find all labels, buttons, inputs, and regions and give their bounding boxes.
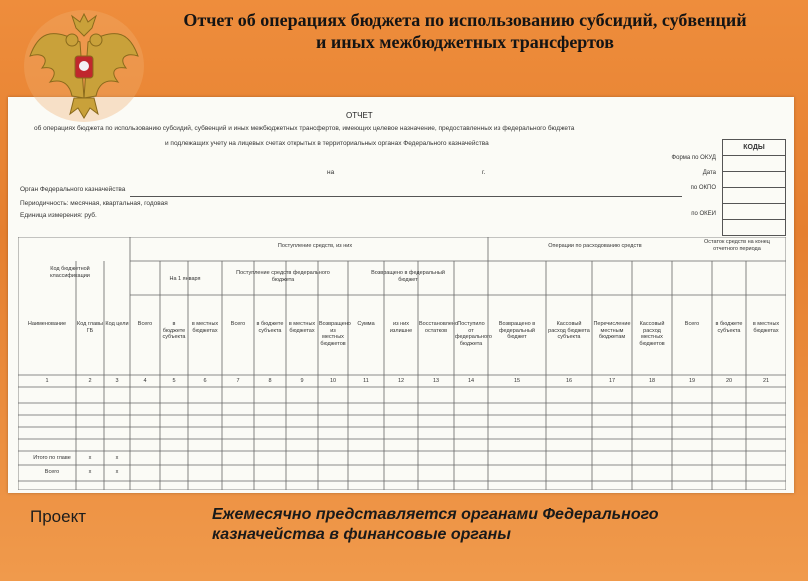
column-header: Возвращено из местных бюджетов xyxy=(319,321,351,347)
note-line-2: казначейства в финансовые органы xyxy=(212,526,511,543)
column-number: 7 xyxy=(236,378,240,384)
hdr-returned-federal: Возвращено в федеральный бюджет xyxy=(371,270,445,283)
total-row-label: Всего xyxy=(44,469,60,475)
form-subtitle-2: и подлежащих учету на лицевых счетах открытых в территориальных органах Федерального казначейства xyxy=(165,140,489,147)
form-subtitle-1: об операциях бюджета по использованию субсидий, субвенций и иных межбюджетных трансфертов, имеющих целевое назначение, предоставленных из федерального бюджета xyxy=(34,125,575,132)
column-header: Перечисление местным бюджетам xyxy=(593,321,631,340)
column-number: 4 xyxy=(143,378,147,384)
codes-cell xyxy=(722,220,786,236)
hdr-start-balance: На 1 января xyxy=(169,276,201,282)
periodicity-label: Периодичность: месячная, квартальная, годовая xyxy=(20,200,168,207)
column-header: Наименование xyxy=(27,321,67,327)
date-suffix: г. xyxy=(482,169,486,176)
column-number: 21 xyxy=(762,378,770,384)
column-header: Всего xyxy=(230,321,246,327)
column-header: Восстановлено остатков xyxy=(419,321,458,334)
title-line-2: и иных межбюджетных трансфертов xyxy=(316,32,614,52)
column-number: 8 xyxy=(268,378,272,384)
column-number: 10 xyxy=(329,378,337,384)
column-header: Возвращено в федеральный бюджет xyxy=(498,321,536,340)
column-header: Сумма xyxy=(357,321,375,327)
column-number: 1 xyxy=(45,378,49,384)
treasury-body-line xyxy=(130,196,682,197)
codes-cell xyxy=(722,188,786,204)
hdr-federal-receipts: Поступление средств федерального бюджета xyxy=(236,270,330,283)
column-number: 6 xyxy=(203,378,207,384)
submission-note xyxy=(212,505,772,545)
column-header: Поступило от федерального бюджета xyxy=(455,321,492,347)
column-header: в местных бюджетах xyxy=(288,321,316,334)
column-number: 14 xyxy=(467,378,475,384)
x-mark: х xyxy=(115,455,119,461)
column-header: из них излишне xyxy=(389,321,413,334)
form-heading: ОТЧЕТ xyxy=(346,111,373,120)
unit-label: Единица измерения: руб. xyxy=(20,212,97,219)
column-header: в бюджете субъекта xyxy=(715,321,743,334)
column-header: в местных бюджетах xyxy=(752,321,780,334)
column-number: 20 xyxy=(725,378,733,384)
x-mark: х xyxy=(115,469,119,475)
hdr-balance-end: Остаток средств на конец отчетного периода xyxy=(704,239,770,252)
column-header: в бюджете субъекта xyxy=(256,321,284,334)
codes-cell xyxy=(722,204,786,220)
column-header: Всего xyxy=(137,321,153,327)
column-number: 12 xyxy=(397,378,405,384)
slide-title xyxy=(150,9,780,53)
x-mark: х xyxy=(88,469,92,475)
total-row-label: Итого по главе xyxy=(33,455,71,461)
column-number: 9 xyxy=(300,378,304,384)
codes-label-date: Дата xyxy=(702,170,716,176)
column-number: 18 xyxy=(648,378,656,384)
column-number: 3 xyxy=(115,378,119,384)
column-number: 19 xyxy=(688,378,696,384)
title-line-1: Отчет об операциях бюджета по использованию субсидий, субвенций xyxy=(183,10,747,30)
codes-label-okud: Форма по ОКУД xyxy=(671,155,716,161)
column-number: 11 xyxy=(363,378,369,384)
hdr-receipts: Поступление средств, из них xyxy=(277,243,353,249)
column-number: 13 xyxy=(432,378,440,384)
treasury-body-label: Орган Федерального казначейства xyxy=(20,186,126,193)
russian-coat-of-arms-icon xyxy=(20,6,148,124)
column-header: Кассовый расход бюджета субъекта xyxy=(548,321,590,340)
project-label: Проект xyxy=(30,507,86,526)
column-number: 5 xyxy=(172,378,176,384)
column-number: 15 xyxy=(513,378,521,384)
column-number: 17 xyxy=(608,378,616,384)
column-header: Код главы ГБ xyxy=(77,321,103,334)
date-prefix: на xyxy=(327,169,335,176)
column-number: 16 xyxy=(565,378,573,384)
codes-cell xyxy=(722,156,786,172)
column-header: в бюджете субъекта xyxy=(162,321,186,340)
column-header: Код цели xyxy=(105,321,129,327)
codes-box xyxy=(722,139,786,236)
x-mark: х xyxy=(88,455,92,461)
column-header: Всего xyxy=(684,321,700,327)
hdr-budget-class: Код бюджетной классификации xyxy=(50,266,90,279)
codes-label-okpo: по ОКПО xyxy=(690,185,716,191)
note-line-1: Ежемесячно представляется органами Федерального xyxy=(212,506,659,523)
codes-label-okei: по ОКЕИ xyxy=(691,211,716,217)
column-number: 2 xyxy=(88,378,92,384)
column-header: Кассовый расход местных бюджетов xyxy=(639,321,665,347)
hdr-spent: Операции по расходованию средств xyxy=(548,243,642,249)
column-header: в местных бюджетах xyxy=(191,321,219,334)
codes-header: КОДЫ xyxy=(722,139,786,156)
codes-cell xyxy=(722,172,786,188)
